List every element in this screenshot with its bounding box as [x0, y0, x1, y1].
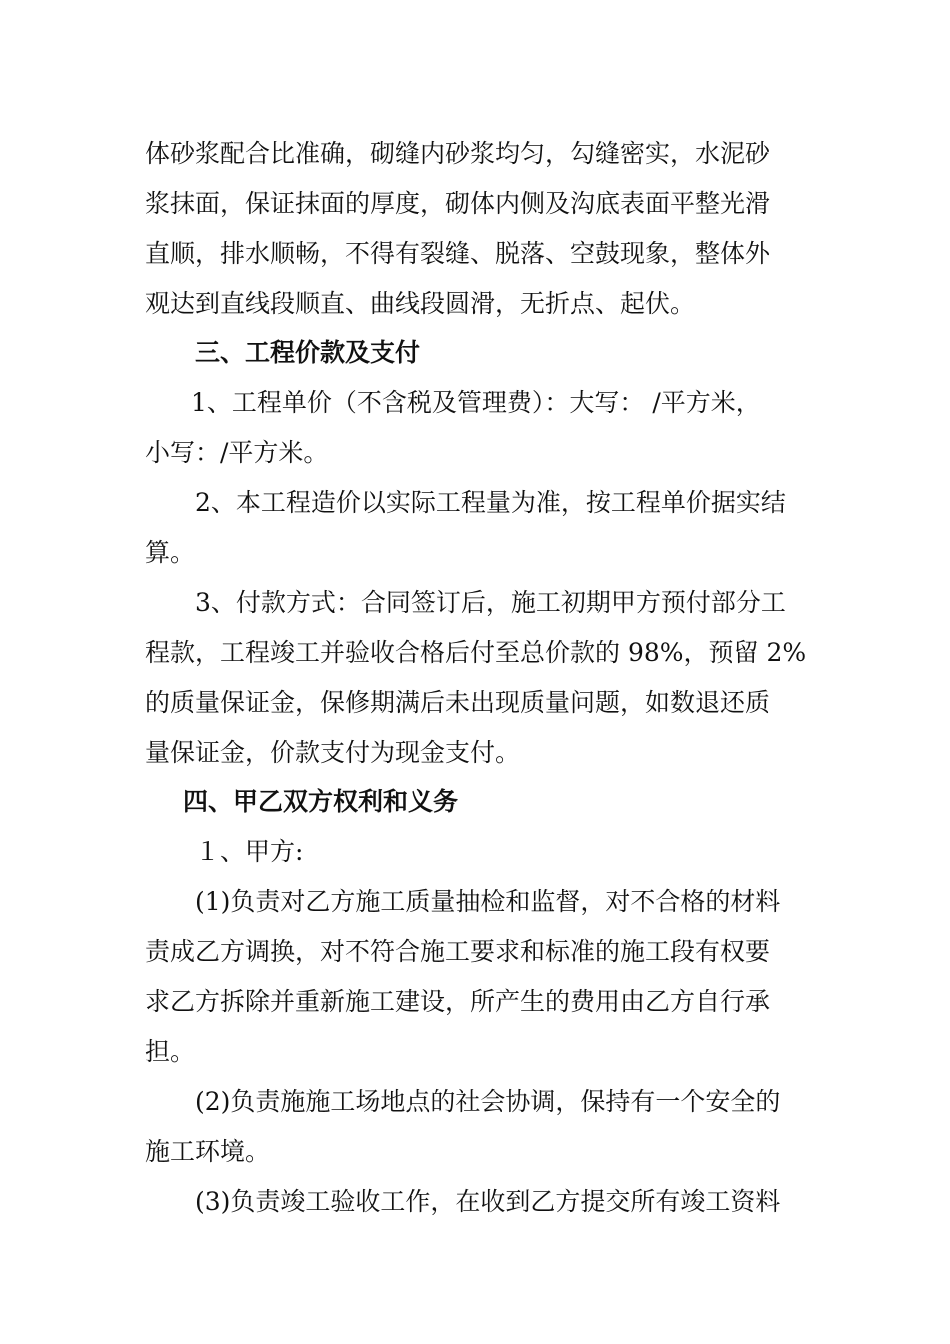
- body-text-line: 小写：/平方米。: [145, 438, 329, 467]
- body-text-line: 求乙方拆除并重新施工建设，所产生的费用由乙方自行承: [145, 987, 771, 1016]
- body-text-line: 的质量保证金，保修期满后未出现质量问题，如数退还质: [145, 688, 771, 717]
- body-text-line: (3)负责竣工验收工作，在收到乙方提交所有竣工资料: [195, 1187, 781, 1216]
- body-text-line: 3、付款方式：合同签订后，施工初期甲方预付部分工: [195, 588, 786, 617]
- subsection-heading: １、甲方:: [195, 837, 304, 866]
- section-heading: 四、甲乙双方权利和义务: [183, 787, 459, 816]
- body-text-line: 量保证金，价款支付为现金支付。: [145, 738, 521, 767]
- body-text-line: 算。: [145, 538, 196, 567]
- body-text-line: 施工环境。: [145, 1137, 271, 1166]
- body-text-line: 程款，工程竣工并验收合格后付至总价款的 98%，预留 2%: [145, 638, 807, 667]
- section-heading: 三、工程价款及支付: [195, 338, 421, 367]
- body-text-line: 2、本工程造价以实际工程量为准，按工程单价据实结: [195, 488, 786, 517]
- body-text-line: 担。: [145, 1037, 196, 1066]
- body-text-line: 1、工程单价（不含税及管理费）：大写： /平方米，: [191, 388, 761, 417]
- body-text-line: 责成乙方调换，对不符合施工要求和标准的施工段有权要: [145, 937, 771, 966]
- body-text-line: 体砂浆配合比准确，砌缝内砂浆均匀，勾缝密实，水泥砂: [145, 139, 771, 168]
- body-text-line: 直顺，排水顺畅，不得有裂缝、脱落、空鼓现象，整体外: [145, 239, 771, 268]
- body-text-line: (2)负责施施工场地点的社会协调，保持有一个安全的: [195, 1087, 781, 1116]
- body-text-line: 浆抹面，保证抹面的厚度，砌体内侧及沟底表面平整光滑: [145, 189, 771, 218]
- body-text-line: (1)负责对乙方施工质量抽检和监督，对不合格的材料: [195, 887, 781, 916]
- body-text-line: 观达到直线段顺直、曲线段圆滑，无折点、起伏。: [145, 289, 696, 318]
